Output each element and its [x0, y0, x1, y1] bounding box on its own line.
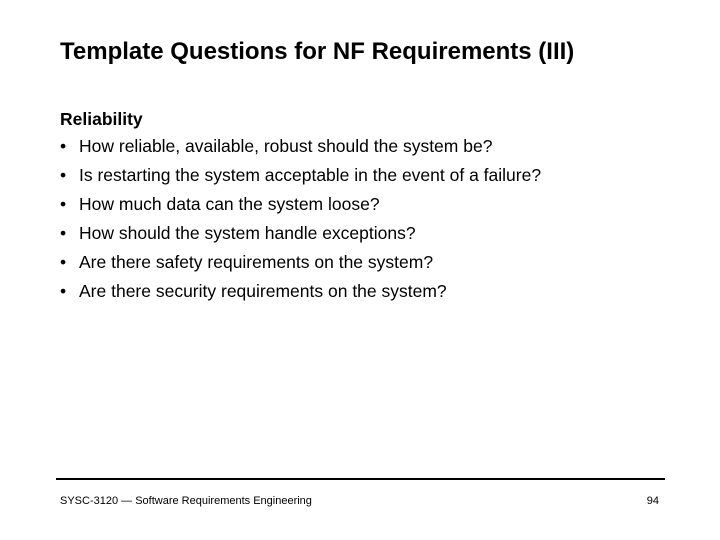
bullet-list: [60, 132, 680, 306]
slide-title: Template Questions for NF Requirements (III): [60, 38, 575, 65]
page-number: 94: [646, 495, 659, 507]
bullet-text: Are there security requirements on the system?: [79, 281, 447, 301]
bullet-item: [60, 132, 680, 161]
bullet-dot: •: [60, 281, 67, 301]
bullet-text: Is restarting the system acceptable in the event of a failure?: [79, 165, 542, 185]
footer-divider: [56, 478, 665, 480]
bullet-text: How much data can the system loose?: [79, 194, 380, 214]
bullet-dot: •: [60, 252, 67, 272]
bullet-text: Are there safety requirements on the system?: [79, 252, 434, 272]
bullet-item: [60, 190, 680, 219]
bullet-item: [60, 161, 680, 190]
bullet-item: [60, 277, 680, 306]
bullet-text: How reliable, available, robust should the system be?: [79, 136, 493, 156]
slide-body: [60, 106, 680, 306]
bullet-dot: •: [60, 165, 67, 185]
bullet-text: How should the system handle exceptions?: [79, 223, 416, 243]
section-heading-reliability: Reliability: [60, 109, 143, 129]
bullet-dot: •: [60, 136, 67, 156]
bullet-item: [60, 248, 680, 277]
bullet-dot: •: [60, 223, 67, 243]
bullet-dot: •: [60, 194, 67, 214]
bullet-item: [60, 219, 680, 248]
footer-course-title: SYSC-3120 — Software Requirements Engineering: [60, 495, 312, 507]
